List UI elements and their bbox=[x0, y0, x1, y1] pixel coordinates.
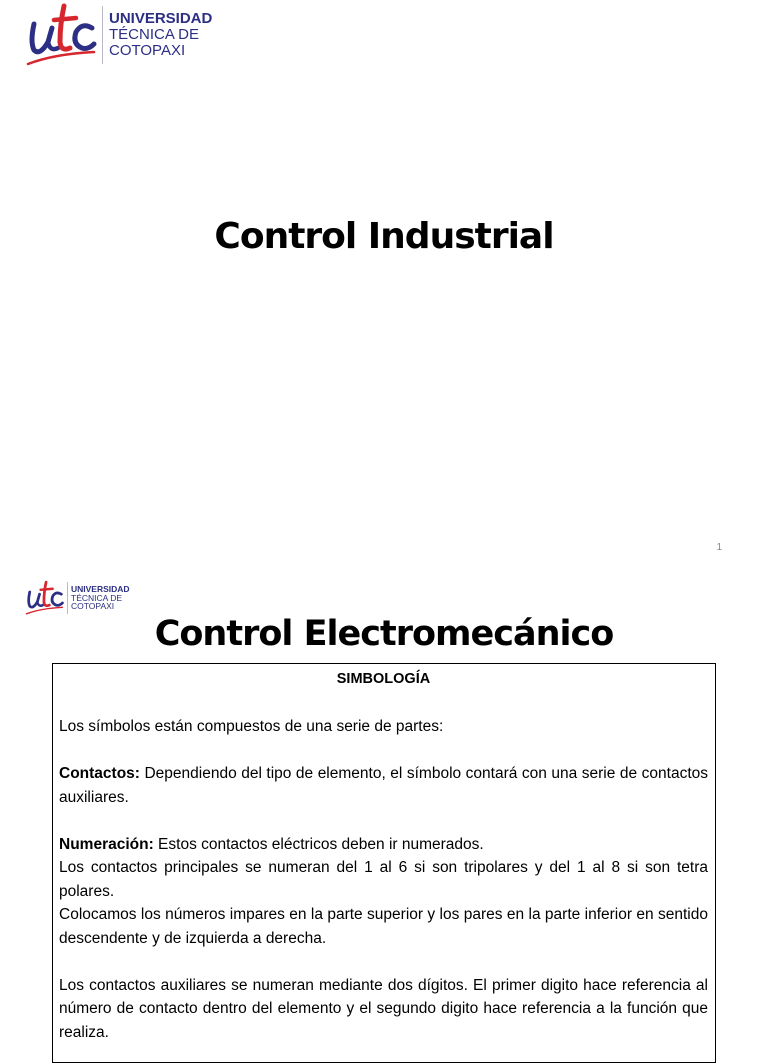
logo-divider bbox=[67, 582, 68, 614]
university-name bbox=[71, 585, 130, 612]
numeracion-text: Estos contactos eléctricos deben ir numerados. bbox=[153, 835, 484, 853]
auxiliares-paragraph: Los contactos auxiliares se numeran mediante dos dígitos. El primer digito hace referencia al número de contacto dentro del elemento y el segundo digito hace referencia a la función que realiza. bbox=[59, 976, 708, 1041]
numeracion-label: Numeración: bbox=[59, 835, 154, 853]
university-line-3: COTOPAXI bbox=[109, 41, 186, 59]
utc-logo-icon bbox=[24, 580, 66, 616]
principales-paragraph: Los contactos principales se numeran del 1 al 6 si son tripolares y del 1 al 8 si son tetra polares. bbox=[59, 859, 708, 900]
intro-paragraph: Los símbolos están compuestos de una serie de partes: bbox=[59, 718, 444, 735]
page-number: 1 bbox=[716, 542, 722, 553]
university-line-2: TÉCNICA DE bbox=[109, 26, 200, 44]
simbologia-box bbox=[52, 663, 716, 1063]
contactos-paragraph bbox=[59, 762, 708, 809]
impares-paragraph: Colocamos los números impares en la parte superior y los pares en la parte inferior en sentido descendente y de izquierda a derecha. bbox=[59, 906, 708, 947]
university-logo bbox=[24, 580, 130, 616]
university-line-3: COTOPAXI bbox=[71, 601, 115, 612]
logo-divider bbox=[102, 6, 103, 64]
slide-1-title: Control Industrial bbox=[214, 216, 554, 257]
contactos-text: Dependiendo del tipo de elemento, el símbolo contará con una serie de contactos auxiliares. bbox=[59, 765, 708, 806]
contactos-label: Contactos: bbox=[59, 765, 140, 782]
slide-2-title: Control Electromecánico bbox=[154, 614, 614, 654]
numeracion-paragraph bbox=[59, 833, 708, 857]
university-line-1: UNIVERSIDAD bbox=[109, 10, 213, 28]
slide-2 bbox=[0, 576, 768, 1041]
university-line-2: TÉCNICA DE bbox=[71, 592, 123, 603]
university-line-1: UNIVERSIDAD bbox=[71, 583, 130, 594]
university-name bbox=[109, 11, 212, 58]
utc-logo-icon bbox=[24, 2, 100, 68]
university-logo bbox=[24, 2, 212, 68]
box-heading: SIMBOLOGÍA bbox=[336, 671, 431, 687]
